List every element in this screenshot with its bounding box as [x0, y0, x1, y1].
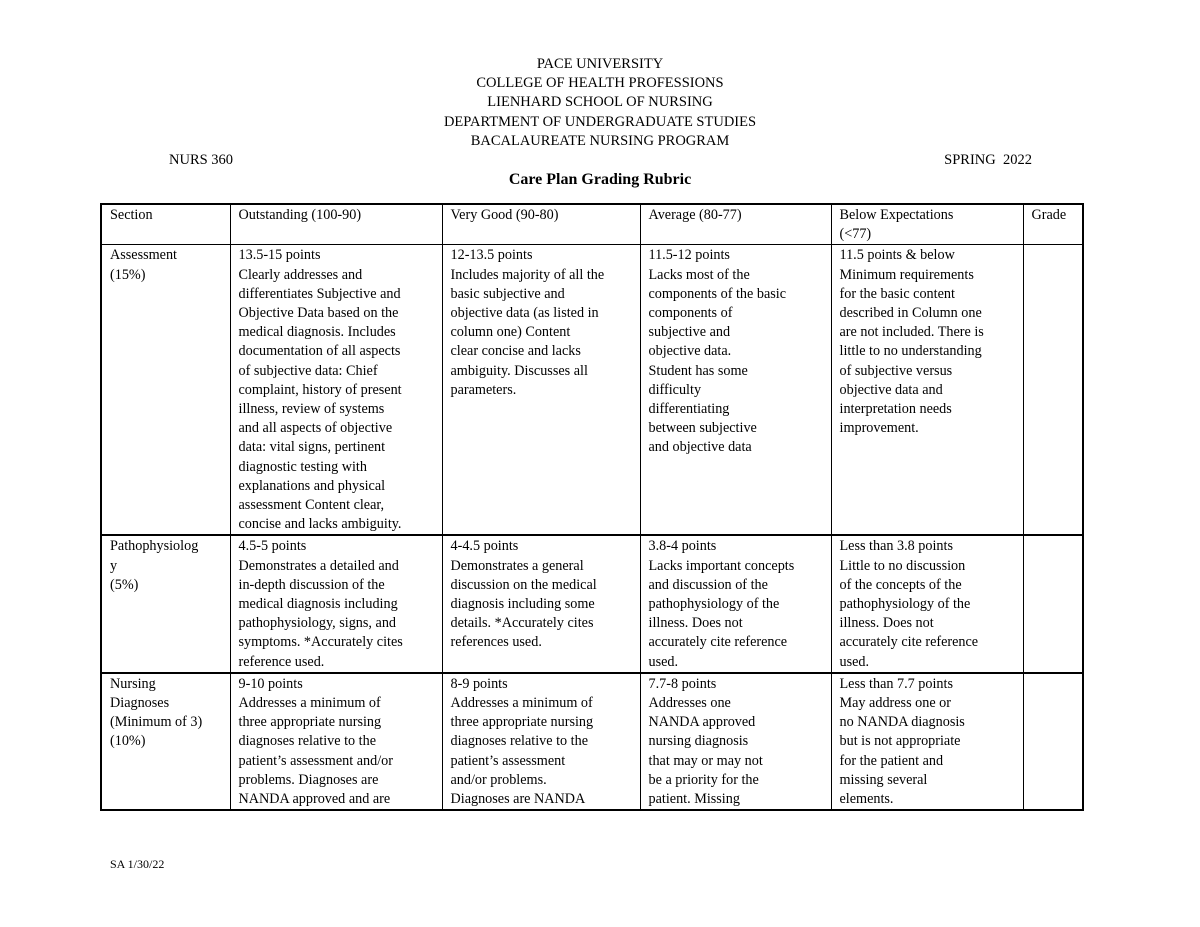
footer-revision: SA 1/30/22: [110, 857, 165, 871]
cell-text-line: Less than 7.7 points: [839, 675, 953, 692]
cell-text-line: in-depth discussion of the: [238, 576, 385, 593]
cell-very-good: [442, 535, 640, 672]
cell-text-line: be a priority for the: [648, 771, 759, 788]
page-title: Care Plan Grading Rubric: [508, 171, 692, 188]
cell-text-line: but is not appropriate: [839, 733, 961, 750]
school-name: LIENHARD SCHOOL OF NURSING: [487, 94, 713, 111]
cell-text-line: components of: [648, 305, 733, 322]
cell-text-line: of the concepts of the: [839, 576, 962, 593]
cell-below-expectations: [831, 245, 1023, 536]
cell-text-line: ambiguity. Discusses all: [450, 362, 588, 379]
cell-text-line: data: vital signs, pertinent: [238, 439, 386, 456]
cell-text-line: 13.5-15 points: [238, 247, 321, 264]
cell-text-line: May address one or: [839, 695, 951, 712]
cell-text-line: illness. Does not: [839, 615, 934, 632]
cell-text-line: illness. Does not: [648, 615, 743, 632]
cell-text-line: and objective data: [648, 439, 752, 456]
cell-text-line: Little to no discussion: [839, 557, 966, 574]
cell-text-line: diagnostic testing with: [238, 458, 367, 475]
university-name: PACE UNIVERSITY: [536, 56, 664, 72]
cell-text-line: assessment Content clear,: [238, 497, 385, 514]
department-name: DEPARTMENT OF UNDERGRADUATE STUDIES: [443, 113, 757, 130]
header-below-expectations: Below Expectations (<77): [831, 204, 1023, 245]
cell-text-line: 7.7-8 points: [648, 675, 717, 692]
cell-text-line: 3.8-4 points: [648, 538, 717, 555]
cell-text-line: improvement.: [839, 420, 919, 437]
cell-text-line: differentiating: [648, 401, 730, 418]
cell-text-line: Addresses a minimum of: [238, 695, 381, 712]
cell-text-line: (15%): [110, 266, 146, 283]
cell-text-line: diagnoses relative to the: [238, 733, 376, 750]
cell-text-line: nursing diagnosis: [648, 733, 749, 750]
cell-text-line: 4.5-5 points: [238, 538, 307, 555]
cell-text-line: patient’s assessment: [450, 752, 566, 769]
cell-text-line: 8-9 points: [450, 675, 508, 692]
course-code: NURS 360: [169, 152, 234, 168]
cell-text-line: that may or may not: [648, 752, 763, 769]
cell-text-line: Assessment: [110, 247, 177, 264]
header-outstanding: Outstanding (100-90): [230, 204, 442, 245]
cell-text-line: used.: [839, 653, 870, 670]
cell-text-line: and all aspects of objective: [238, 420, 393, 437]
cell-text-line: y: [110, 557, 118, 574]
cell-text-line: components of the basic: [648, 285, 787, 302]
cell-text-line: and discussion of the: [648, 576, 768, 593]
cell-average: [640, 673, 831, 810]
cell-text-line: Pathophysiolog: [110, 538, 199, 555]
cell-text-line: and/or problems.: [450, 771, 547, 788]
cell-below-expectations: [831, 535, 1023, 672]
cell-text-line: pathophysiology of the: [648, 596, 780, 613]
cell-text-line: pathophysiology of the: [839, 596, 971, 613]
cell-text-line: Lacks important concepts: [648, 557, 795, 574]
cell-outstanding: [230, 673, 442, 810]
cell-text-line: (Minimum of 3): [110, 714, 203, 731]
cell-text-line: references used.: [450, 634, 542, 651]
header-grade: Grade: [1023, 204, 1083, 245]
cell-grade[interactable]: [1023, 245, 1083, 536]
cell-average: [640, 535, 831, 672]
cell-text-line: three appropriate nursing: [450, 714, 594, 731]
table-row: [101, 673, 1083, 810]
cell-outstanding: [230, 535, 442, 672]
cell-text-line: objective data and: [839, 381, 943, 398]
cell-text-line: Demonstrates a detailed and: [238, 557, 399, 574]
cell-text-line: for the basic content: [839, 285, 955, 302]
cell-text-line: Demonstrates a general: [450, 557, 584, 574]
cell-text-line: 11.5-12 points: [648, 247, 730, 264]
cell-text-line: medical diagnosis including: [238, 596, 398, 613]
cell-text-line: patient’s assessment and/or: [238, 752, 393, 769]
table-row: [101, 535, 1083, 672]
cell-section: [101, 535, 230, 672]
cell-text-line: patient. Missing: [648, 791, 740, 808]
term: SPRING 2022: [944, 152, 1032, 168]
cell-text-line: elements.: [839, 791, 894, 808]
cell-text-line: 9-10 points: [238, 675, 303, 692]
cell-text-line: Includes majority of all the: [450, 266, 605, 283]
cell-text-line: Addresses one: [648, 695, 731, 712]
cell-text-line: accurately cite reference: [839, 634, 979, 651]
cell-text-line: missing several: [839, 771, 928, 788]
cell-text-line: symptoms. *Accurately cites: [238, 634, 403, 651]
cell-text-line: Clearly addresses and: [238, 266, 363, 283]
cell-text-line: column one) Content: [450, 324, 571, 341]
cell-text-line: NANDA approved: [648, 714, 756, 731]
cell-text-line: used.: [648, 653, 679, 670]
cell-text-line: clear concise and lacks: [450, 343, 581, 360]
header-section: Section: [101, 204, 230, 245]
cell-text-line: of subjective versus: [839, 362, 953, 379]
cell-text-line: 4-4.5 points: [450, 538, 519, 555]
cell-text-line: little to no understanding: [839, 343, 982, 360]
cell-text-line: are not included. There is: [839, 324, 984, 341]
cell-text-line: concise and lacks ambiguity.: [238, 516, 402, 533]
cell-text-line: parameters.: [450, 381, 517, 398]
cell-text-line: diagnoses relative to the: [450, 733, 588, 750]
cell-text-line: Minimum requirements: [839, 266, 974, 283]
cell-text-line: explanations and physical: [238, 477, 386, 494]
college-name: COLLEGE OF HEALTH PROFESSIONS: [476, 75, 724, 92]
cell-text-line: no NANDA diagnosis: [839, 714, 965, 731]
cell-text-line: problems. Diagnoses are: [238, 771, 379, 788]
cell-text-line: three appropriate nursing: [238, 714, 382, 731]
program-name: BACALAUREATE NURSING PROGRAM: [470, 132, 730, 149]
cell-text-line: Diagnoses are NANDA: [450, 791, 586, 808]
cell-very-good: [442, 245, 640, 536]
cell-text-line: details. *Accurately cites: [450, 615, 594, 632]
header-average: Average (80-77): [640, 204, 831, 245]
cell-grade[interactable]: [1023, 673, 1083, 810]
cell-text-line: objective data.: [648, 343, 732, 360]
cell-text-line: reference used.: [238, 653, 325, 670]
cell-text-line: subjective and: [648, 324, 731, 341]
cell-average: [640, 245, 831, 536]
cell-text-line: NANDA approved and are: [238, 791, 391, 808]
cell-text-line: (10%): [110, 733, 146, 750]
cell-text-line: 12-13.5 points: [450, 247, 533, 264]
cell-grade[interactable]: [1023, 535, 1083, 672]
cell-text-line: between subjective: [648, 420, 757, 437]
cell-very-good: [442, 673, 640, 810]
table-row: [101, 245, 1083, 536]
cell-section: [101, 673, 230, 810]
table-header-row: [101, 204, 1083, 245]
cell-text-line: difficulty: [648, 381, 702, 398]
cell-text-line: Less than 3.8 points: [839, 538, 953, 555]
cell-outstanding: [230, 245, 442, 536]
cell-text-line: (5%): [110, 576, 139, 593]
cell-text-line: of subjective data: Chief: [238, 362, 378, 379]
cell-text-line: 11.5 points & below: [839, 247, 955, 264]
cell-text-line: differentiates Subjective and: [238, 285, 401, 302]
cell-text-line: Nursing: [110, 675, 156, 692]
cell-text-line: for the patient and: [839, 752, 944, 769]
cell-text-line: Addresses a minimum of: [450, 695, 593, 712]
cell-text-line: documentation of all aspects: [238, 343, 401, 360]
cell-text-line: Student has some: [648, 362, 748, 379]
cell-text-line: objective data (as listed in: [450, 305, 599, 322]
cell-text-line: diagnosis including some: [450, 596, 595, 613]
cell-text-line: complaint, history of present: [238, 381, 402, 398]
cell-text-line: pathophysiology, signs, and: [238, 615, 397, 632]
cell-text-line: accurately cite reference: [648, 634, 788, 651]
cell-text-line: Objective Data based on the: [238, 305, 399, 322]
cell-below-expectations: [831, 673, 1023, 810]
cell-text-line: Diagnoses: [110, 695, 170, 712]
header-very-good: Very Good (90-80): [442, 204, 640, 245]
cell-text-line: illness, review of systems: [238, 401, 385, 418]
cell-text-line: interpretation needs: [839, 401, 952, 418]
cell-text-line: Lacks most of the: [648, 266, 750, 283]
cell-text-line: medical diagnosis. Includes: [238, 324, 396, 341]
course-row: [169, 152, 1032, 169]
cell-text-line: basic subjective and: [450, 285, 565, 302]
rubric-table: [100, 203, 1084, 811]
cell-section: [101, 245, 230, 536]
cell-text-line: discussion on the medical: [450, 576, 597, 593]
cell-text-line: described in Column one: [839, 305, 982, 322]
document-header: [0, 55, 1200, 151]
